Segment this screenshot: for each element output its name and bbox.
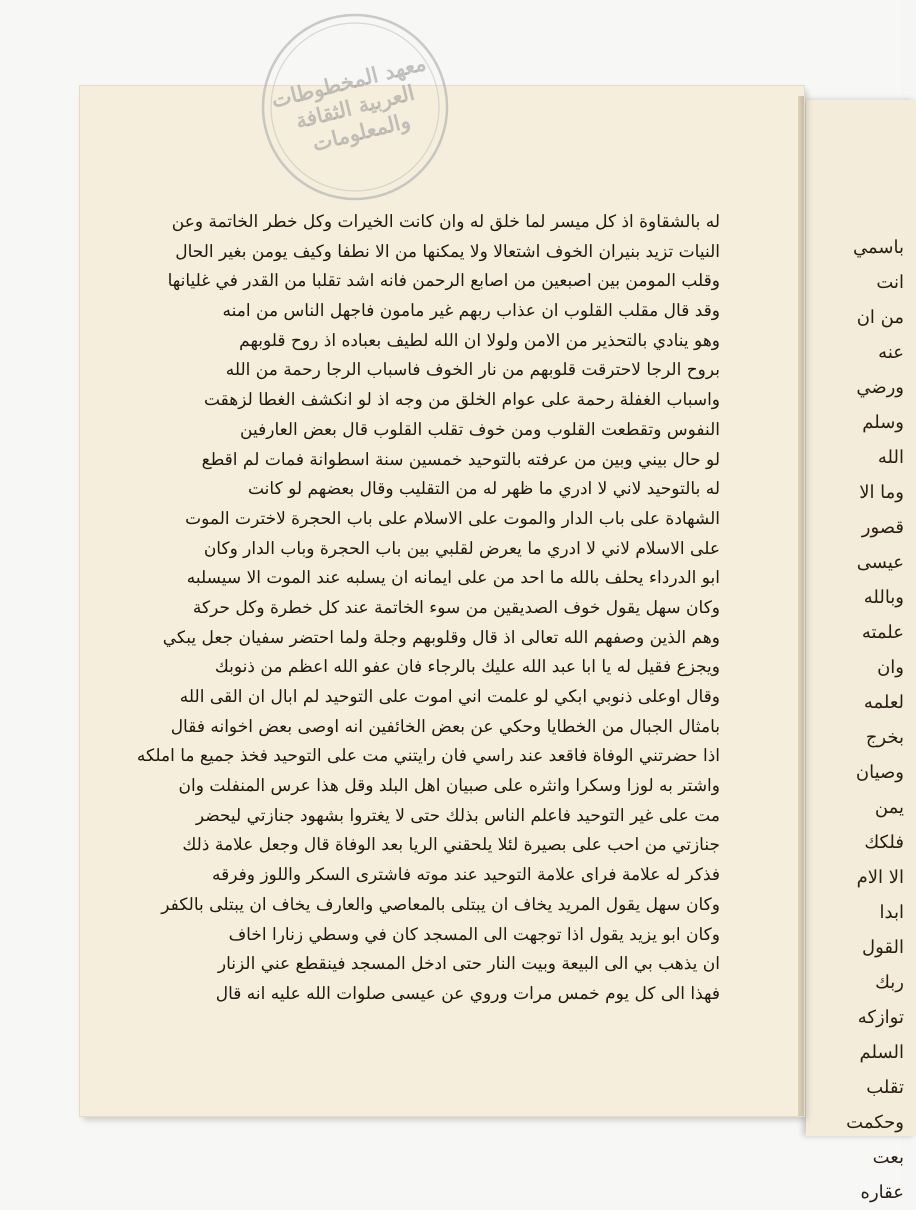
manuscript-line: النفوس وتقطعت القلوب ومن خوف تقلب القلوب قال بعض العارفين [240,419,720,440]
manuscript-text-block [136,208,720,1010]
facing-page-line: علمته [861,622,904,643]
facing-page-line: بخرج [865,727,904,748]
facing-page-line: باسمي [853,237,904,258]
facing-page-line: ورضي [856,377,904,398]
facing-page-line: ابدا [879,902,904,923]
facing-page-line: يمن [874,797,904,818]
manuscript-line: فهذا الى كل يوم خمس مرات وروي عن عيسى صلوات الله عليه انه قال [215,983,720,1004]
manuscript-line: ويجزع فقيل له يا ابا عبد الله عليك بالرجاء فان عفو الله اعظم من ذنوبك [214,657,720,678]
facing-page [806,100,916,1203]
facing-page-line: القول [862,937,904,958]
facing-page-line: وما الا [859,482,904,503]
facing-page-line: تقلب [866,1077,904,1098]
facing-page-line: قصور [861,517,904,538]
manuscript-line: واشتر به لوزا وسكرا وانثره على صبيان اهل البلد وقل هذا عرس المنفلت وان [178,776,720,797]
manuscript-line: وقد قال مقلب القلوب ان عذاب ربهم غير مامون فاجهل الناس من امنه [222,301,720,322]
facing-page-line: ربك [875,972,904,993]
facing-page-line: توازكه [857,1007,904,1028]
facing-page-line: انت [876,272,904,293]
facing-page-line: لعلمه [863,692,904,713]
seal-text: معهد المخطوطات العربية الثقافة والمعلومات [268,49,429,157]
manuscript-line: على الاسلام لاني لا ادري ما يعرض لقلبي بين باب الحجرة وباب الدار وكان [203,538,720,559]
manuscript-line: بروح الرجا لاحترقت قلوبهم من نار الخوف فاسباب الرجا رحمة من الله [225,360,720,381]
page-edge [798,96,804,1116]
manuscript-line: وقلب المومن بين اصبعين من اصابع الرحمن فانه اشد تقلبا من القدر في غليانها [167,271,720,292]
facing-page-line: عقاره [860,1182,904,1203]
facing-page-line: وان [877,657,904,678]
manuscript-line: وهم الذين وصفهم الله تعالى اذ قال وقلوبهم وجلة ولما احتضر سفيان جعل يبكي [162,627,720,648]
manuscript-line: اذا حضرتني الوفاة فاقعد عند راسي فان رايتني مت على التوحيد فخذ جميع ما املكه [136,746,720,767]
manuscript-line: وكان ابو يزيد يقول اذا توجهت الى المسجد كان في وسطي زنارا اخاف [228,924,720,945]
facing-page-line: من ان [856,307,904,328]
manuscript-line: ان يذهب بي الى البيعة وبيت النار حتى ادخل المسجد فينقطع عني الزنار [217,954,720,975]
facing-page-line: وسلم [862,412,904,433]
manuscript-line: واسباب الغفلة رحمة على عوام الخلق من وجه اذ لو انكشف الغطا لزهقت [203,390,720,411]
facing-page-line: عنه [878,342,904,363]
manuscript-line: فذكر له علامة فراى علامة التوحيد عند موته فاشترى السكر واللوز وفرقه [211,865,720,886]
library-seal-stamp [258,10,452,204]
manuscript-line: النيات تزيد بنيران الخوف اشتعالا ولا يمكنها من الا نطفا وكيف يومن بغير الحال [175,241,720,262]
manuscript-line: ابو الدرداء يحلف بالله ما احد من على ايمانه ان يسلبه عند الموت الا سيسلبه [186,568,720,589]
facing-page-line: وحكمت [846,1112,904,1133]
facing-page-line: بعت [872,1147,904,1168]
facing-page-line: السلم [859,1042,904,1063]
manuscript-line: وكان سهل يقول خوف الصديقين من سوء الخاتمة عند كل خطرة وكل حركة [192,597,720,618]
manuscript-line: له بالتوحيد لاني لا ادري ما ظهر له من التقليب وقال بعضهم لو كانت [247,479,720,500]
manuscript-line: وقال اوعلى ذنوبي ابكي لو علمت اني اموت على التوحيد لم ابال ان القى الله [179,687,720,707]
facing-page-line: عيسى [856,552,904,573]
manuscript-line: وهو ينادي بالتحذير من الامن ولولا ان الله لطيف بعباده اذ روح قلوبهم [239,330,720,351]
facing-page-line: الله [877,447,904,468]
facing-page-line: وصيان [855,762,904,783]
manuscript-line: جنازتي من احب على بصيرة لئلا يلحقني الريا بعد الوفاة قال وجعل علامة ذلك [182,835,720,856]
manuscript-line: لو حال بيني وبين من عرفته بالتوحيد خمسين سنة اسطوانة فمات لم اقطع [201,449,720,470]
manuscript-line: بامثال الجبال من الخطايا وحكي عن بعض الخائفين انه اوصى بعض اخوانه فقال [170,716,720,737]
manuscript-line: له بالشقاوة اذ كل ميسر لما خلق له وان كانت الخيرات وكل خطر الخاتمة وعن [171,212,720,232]
manuscript-line: وكان سهل يقول المريد يخاف ان يبتلى بالمعاصي والعارف يخاف ان يبتلى بالكفر [161,894,720,915]
facing-page-text [814,230,904,1210]
facing-page-line: وبالله [863,587,904,608]
manuscript-line: مت على غير التوحيد فاعلم الناس بذلك حتى لا يغتروا بشهود جنازتي ليحضر [195,805,720,826]
facing-page-line: الا الام [856,867,904,888]
facing-page-line: فلكك [864,832,904,853]
manuscript-line: الشهادة على باب الدار والموت على الاسلام على باب الحجرة لاخترت الموت [185,508,720,529]
